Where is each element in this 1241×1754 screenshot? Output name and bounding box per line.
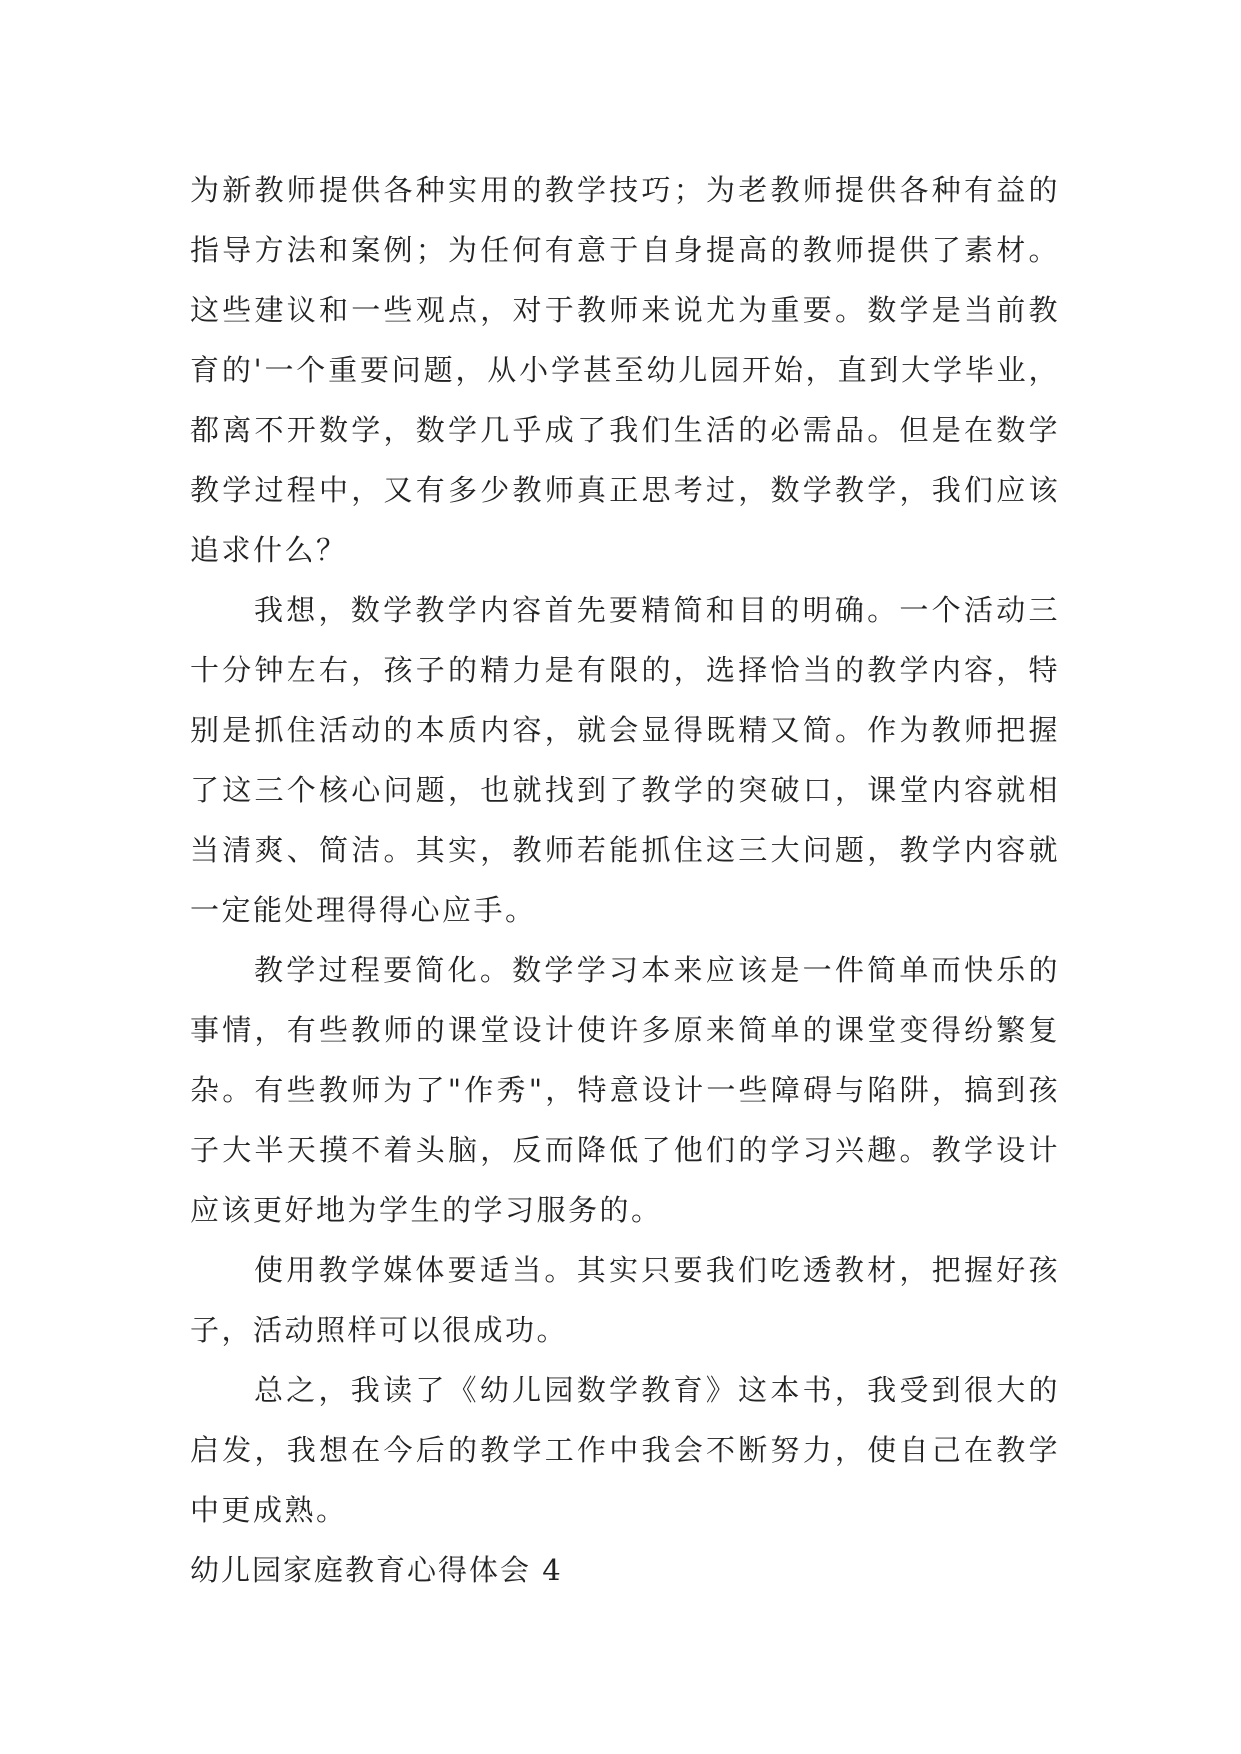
paragraph-3: 教学过程要简化。数学学习本来应该是一件简单而快乐的事情，有些教师的课堂设计使许多原来简单的课堂变得纷繁复杂。有些教师为了"作秀"，特意设计一些障碍与陷阱，搞到孩子大半天摸不着头脑，反而降低了他们的学习兴趣。教学设计应该更好地为学生的学习服务的。 bbox=[190, 953, 1060, 1227]
paragraph-5: 总之，我读了《幼儿园数学教育》这本书，我受到很大的启发，我想在今后的教学工作中我会不断努力，使自己在教学中更成熟。 bbox=[190, 1373, 1060, 1527]
section-heading: 幼儿园家庭教育心得体会 4 bbox=[190, 1553, 563, 1587]
paragraph-2: 我想，数学教学内容首先要精简和目的明确。一个活动三十分钟左右，孩子的精力是有限的，选择恰当的教学内容，特别是抓住活动的本质内容，就会显得既精又简。作为教师把握了这三个核心问题，也就找到了教学的突破口，课堂内容就相当清爽、简洁。其实，教师若能抓住这三大问题，教学内容就一定能处理得得心应手。 bbox=[190, 593, 1060, 927]
paragraph-1: 为新教师提供各种实用的教学技巧；为老教师提供各种有益的指导方法和案例；为任何有意于自身提高的教师提供了素材。这些建议和一些观点，对于教师来说尤为重要。数学是当前教育的'一个重要问题，从小学甚至幼儿园开始，直到大学毕业，都离不开数学，数学几乎成了我们生活的必需品。但是在数学教学过程中，又有多少教师真正思考过，数学教学，我们应该追求什么？ bbox=[190, 173, 1060, 567]
paragraph-4: 使用教学媒体要适当。其实只要我们吃透教材，把握好孩子，活动照样可以很成功。 bbox=[190, 1253, 1060, 1347]
document-body bbox=[190, 160, 1060, 1600]
